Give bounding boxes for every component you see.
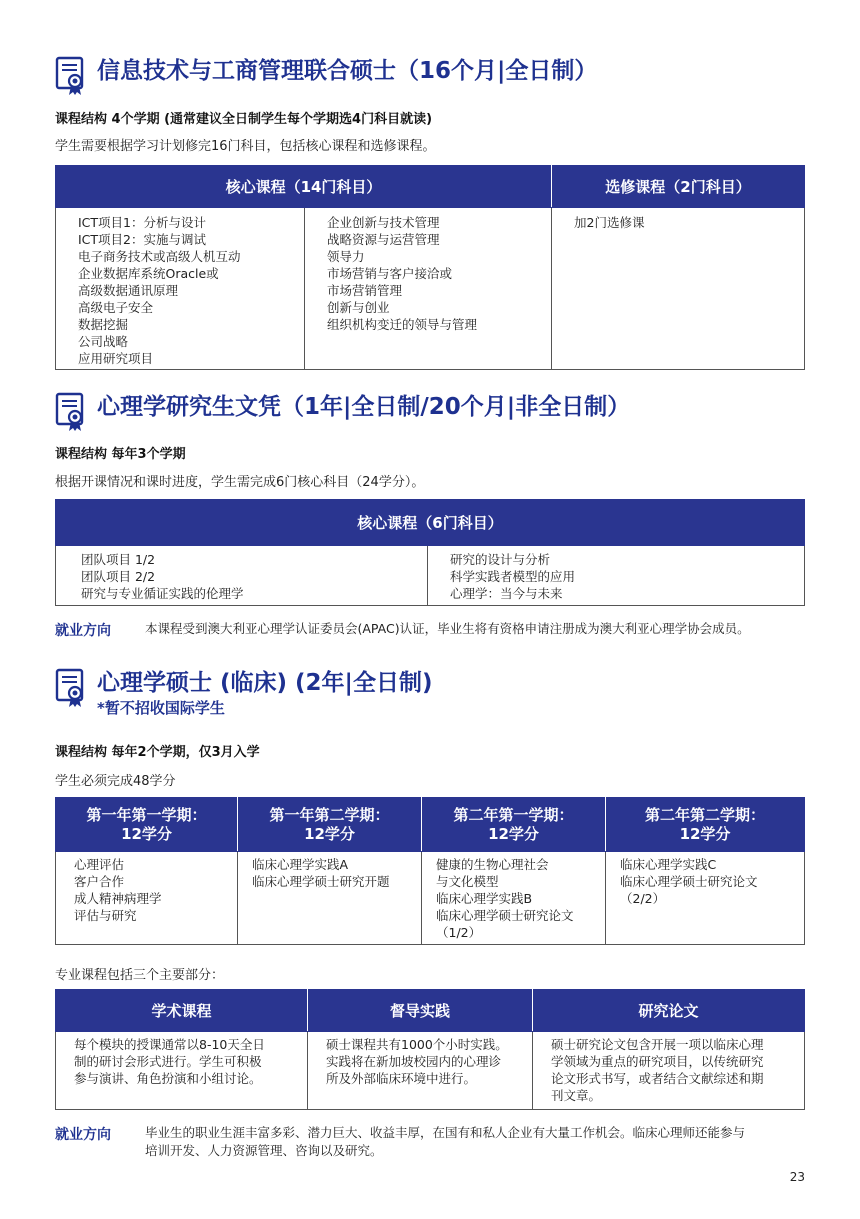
certificate-icon [55,392,87,432]
core-courses-col1 [56,546,428,606]
semester-header [422,798,606,852]
list-item: 组织机构变迁的领导与管理 [327,317,478,332]
section2-description: 根据开课情况和课时进度，学生需完成6门核心科目（24学分）。 [55,475,425,490]
semester-header-line: 第二年第二学期： [644,805,765,824]
career-label: 就业方向 [55,623,111,639]
list-item: ICT项目2：实施与调试 [78,232,207,247]
section1-structure: 课程结构 4个学期 (通常建议全日制学生每个学期选4门科目就读) [55,112,433,127]
career-text [145,1124,745,1160]
list-item: （2/2） [620,891,666,906]
text-line: 刊文章。 [551,1088,602,1103]
list-item: 市场营销管理 [327,283,403,298]
list-item: 临床心理学实践B [436,891,533,906]
certificate-icon [55,56,87,96]
semester-table [55,797,805,945]
elective-courses-col [552,208,805,370]
component-header: 研究论文 [533,990,805,1032]
list-item: 临床心理学硕士研究论文 [620,874,758,889]
list-item: 高级数据通讯原理 [78,283,179,298]
text-line: 硕士研究论文包含开展一项以临床心理 [551,1037,764,1052]
semester-header [606,798,805,852]
section2-course-table [55,499,805,606]
list-item: 加2门选修课 [574,215,645,230]
semester-header-line: 第一年第一学期： [86,805,207,824]
semester-header [238,798,422,852]
section3-description: 学生必须完成48学分 [55,774,176,789]
list-item: 数据挖掘 [78,317,129,332]
text-line: 制的研讨会形式进行。学生可积极 [74,1054,262,1069]
core-courses-col2 [428,546,805,606]
component-header: 督导实践 [308,990,533,1032]
core-courses-col1 [56,208,305,370]
section2-heading [55,392,630,432]
list-item: 市场营销与客户接洽或 [327,266,453,281]
component-text [533,1032,805,1110]
list-item: 团队项目 2/2 [81,569,156,584]
list-item: 企业数据库系统Oracle或 [78,266,219,281]
career-text: 本课程受到澳大利亚心理学认证委员会(APAC)认证，毕业生将有资格申请注册成为澳大利亚心理学协会成员。 [145,621,750,636]
list-item: 领导力 [327,249,365,264]
section2-structure: 课程结构 每年3个学期 [55,447,186,462]
list-item: 临床心理学实践C [620,857,717,872]
list-item: （1/2） [436,925,482,940]
semester-credits: 12学分 [679,824,731,843]
text-line: 参与演讲、角色扮演和小组讨论。 [74,1071,262,1086]
semester-credits: 12学分 [304,824,355,843]
list-item: ICT项目1：分析与设计 [78,215,207,230]
component-text [56,1032,308,1110]
text-line: 所及外部临床环境中进行。 [326,1071,477,1086]
semester-courses [238,852,422,945]
semester-courses [56,852,238,945]
list-item: 电子商务技术或高级人机互动 [78,249,241,264]
list-item: 与文化模型 [436,874,499,889]
section3-career [55,1124,745,1160]
list-item: 客户合作 [74,874,125,889]
components-table [55,989,805,1110]
section1-title: 信息技术与工商管理联合硕士（16个月|全日制） [97,58,598,84]
list-item: 健康的生物心理社会 [436,857,549,872]
section2-title: 心理学研究生文凭（1年|全日制/20个月|非全日制） [97,394,631,420]
list-item: 科学实践者模型的应用 [450,569,576,584]
list-item: 战略资源与运营管理 [327,232,440,247]
list-item: 创新与创业 [327,300,390,315]
text-line: 论文形式书写，或者结合文献综述和期 [551,1071,764,1086]
semester-header [56,798,238,852]
semester-credits: 12学分 [488,824,539,843]
page-number: 23 [789,1170,805,1184]
section1-heading [55,56,597,96]
core-courses-col2 [305,208,552,370]
semester-header-line: 第一年第二学期： [269,805,390,824]
section3-title: 心理学硕士 (临床) (2年|全日制) [97,670,433,696]
section2-career [55,620,750,640]
list-item: 研究的设计与分析 [450,552,551,567]
text-line: 毕业生的职业生涯丰富多彩、潜力巨大、收益丰厚，在国有和私人企业有大量工作机会。临床心理师还能参与 [145,1125,746,1140]
section3-structure: 课程结构 每年2个学期，仅3月入学 [55,745,260,760]
list-item: 心理学：当今与未来 [450,586,563,601]
section3-heading [55,668,432,718]
career-label: 就业方向 [55,1127,111,1143]
component-header: 学术课程 [56,990,308,1032]
semester-credits: 12学分 [121,824,172,843]
list-item: 高级电子安全 [78,300,154,315]
list-item: 临床心理学硕士研究论文 [436,908,574,923]
text-line: 实践将在新加坡校园内的心理诊 [326,1054,502,1069]
list-item: 团队项目 1/2 [81,552,156,567]
list-item: 临床心理学硕士研究开题 [252,874,390,889]
elective-courses-header: 选修课程（2门科目） [552,166,805,208]
text-line: 硕士课程共有1000个小时实践。 [326,1037,508,1052]
section1-course-table [55,165,805,370]
list-item: 心理评估 [74,857,125,872]
semester-courses [422,852,606,945]
text-line: 学领域为重点的研究项目，以传统研究 [551,1054,764,1069]
component-text [308,1032,533,1110]
semester-courses [606,852,805,945]
core-courses-header: 核心课程（14门科目） [56,166,552,208]
list-item: 评估与研究 [74,908,137,923]
list-item: 应用研究项目 [78,351,154,366]
section1-description: 学生需要根据学习计划修完16门科目，包括核心课程和选修课程。 [55,139,436,154]
section3-subtitle: *暂不招收国际学生 [97,699,225,717]
list-item: 研究与专业循证实践的伦理学 [81,586,244,601]
list-item: 临床心理学实践A [252,857,349,872]
text-line: 培训开发、人力资源管理、咨询以及研究。 [145,1143,383,1158]
semester-header-line: 第二年第一学期： [453,805,574,824]
list-item: 成人精神病理学 [74,891,162,906]
certificate-icon [55,668,87,708]
components-intro: 专业课程包括三个主要部分： [55,968,225,983]
text-line: 每个模块的授课通常以8-10天全日 [74,1037,265,1052]
list-item: 企业创新与技术管理 [327,215,440,230]
list-item: 公司战略 [78,334,129,349]
core-courses-header: 核心课程（6门科目） [56,500,805,546]
